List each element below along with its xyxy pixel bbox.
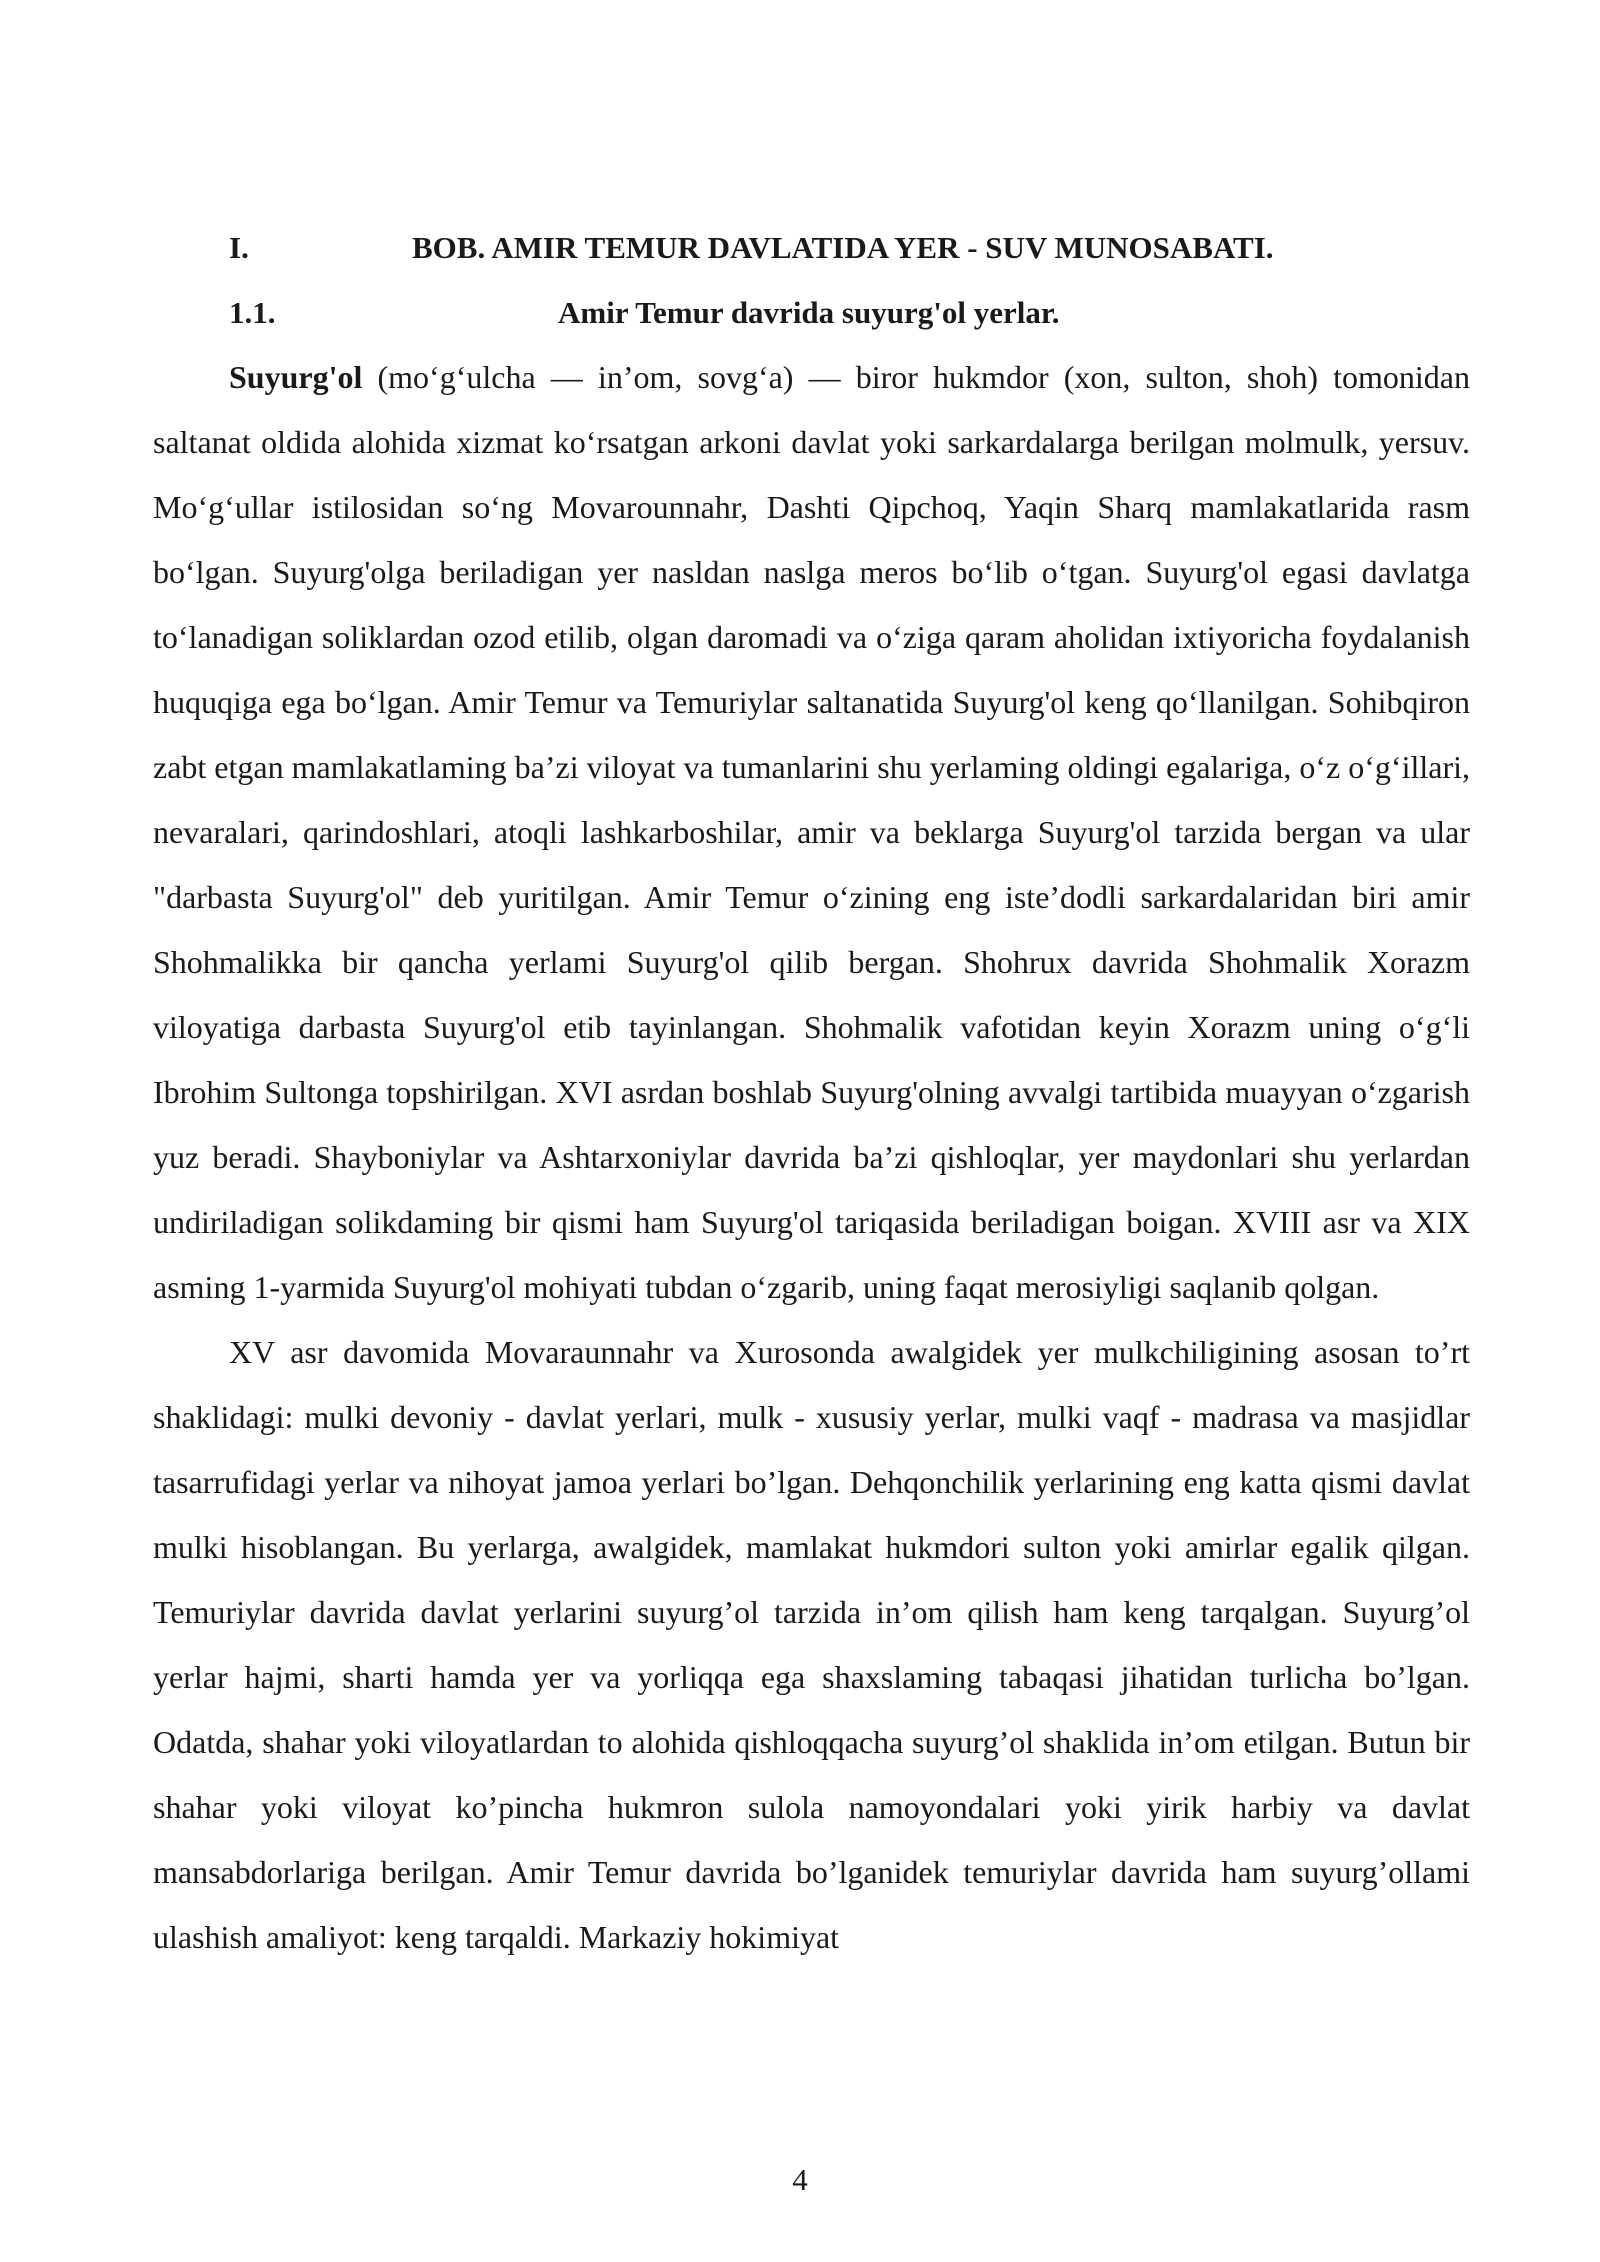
section-heading [153,280,1470,345]
paragraph-land-ownership [153,1320,1470,1970]
chapter-heading [153,215,1470,280]
paragraph-text: (mo‘g‘ulcha — in’om, sovg‘a) — biror hukmdor (xon, sulton, shoh) tomonidan saltanat oldida alohida xizmat ko‘rsatgan arkoni davlat yoki sarkardalarga berilgan molmulk, yersuv. Mo‘g‘ullar istilosidan so‘ng Movarounnahr, Dashti Qipchoq, Yaqin Sharq mamlakatlarida rasm bo‘lgan. Suyurg'olga beriladigan yer nasldan naslga meros bo‘lib o‘tgan. Suyurg'ol egasi davlatga to‘lanadigan soliklardan ozod etilib, olgan daromadi va o‘ziga qaram aholidan ixtiyoricha foydalanish huquqiga ega bo‘lgan. Amir Temur va Temuriylar saltanatida Suyurg'ol keng qo‘llanilgan. Sohibqiron zabt etgan mamlakatlaming ba’zi viloyat va tumanlarini shu yerlaming oldingi egalariga, o‘z o‘g‘illari, nevaralari, qarindoshlari, atoqli lashkarboshilar, amir va beklarga Suyurg'ol tarzida bergan va ular "darbasta Suyurg'ol" deb yuritilgan. Amir Temur o‘zining eng iste’dodli sarkardalaridan biri amir Shohmalikka bir qancha yerlami Suyurg'ol qilib bergan. Shohrux davrida Shohmalik Xorazm viloyatiga darbasta Suyurg'ol etib tayinlangan. Shohmalik vafotidan keyin Xorazm uning o‘g‘li Ibrohim Sultonga topshirilgan. XVI asrdan boshlab Suyurg'olning avvalgi tartibida muayyan o‘zgarish yuz beradi. Shayboniylar va Ashtarxoniylar davrida ba’zi qishloqlar, yer maydonlari shu yerlardan undiriladigan solikdaming bir qismi ham Suyurg'ol tariqasida beriladigan boigan. XVIII asr va XIX asming 1-yarmida Suyurg'ol mohiyati tubdan o‘zgarib, uning faqat merosiyligi saqlanib qolgan. [153,359,1470,1305]
document-page [153,215,1470,1970]
paragraph-text: XV asr davomida Movaraunnahr va Xurosonda awalgidek yer mulkchiligining asosan to’rt shaklidagi: mulki devoniy - davlat yerlari, mulk - xususiy yerlar, mulki vaqf - madrasa va masjidlar tasarrufidagi yerlar va nihoyat jamoa yerlari bo’lgan. Dehqonchilik yerlarining eng katta qismi davlat mulki hisoblangan. Bu yerlarga, awalgidek, mamlakat hukmdori sulton yoki amirlar egalik qilgan. Temuriylar davrida davlat yerlarini suyurg’ol tarzida in’om qilish ham keng tarqalgan. Suyurg’ol yerlar hajmi, sharti hamda yer va yorliqqa ega shaxslaming tabaqasi jihatidan turlicha bo’lgan. Odatda, shahar yoki viloyatlardan to alohida qishloqqacha suyurg’ol shaklida in’om etilgan. Butun bir shahar yoki viloyat ko’pincha hukmron sulola namoyondalari yoki yirik harbiy va davlat mansabdorlariga berilgan. Amir Temur davrida bo’lganidek temuriylar davrida ham suyurg’ollami ulashish amaliyot: keng tarqaldi. Markaziy hokimiyat [153,1334,1470,1955]
page-number: 4 [792,2162,808,2197]
term-suyurgol: Suyurg'ol [229,359,363,395]
section-title: Amir Temur davrida suyurg'ol yerlar. [558,295,1060,330]
chapter-title: BOB. AMIR TEMUR DAVLATIDA YER - SUV MUNOSABATI. [412,230,1274,265]
section-number: 1.1. [229,295,276,330]
paragraph-suyurgol-definition [153,345,1470,1320]
chapter-number: I. [229,230,249,265]
